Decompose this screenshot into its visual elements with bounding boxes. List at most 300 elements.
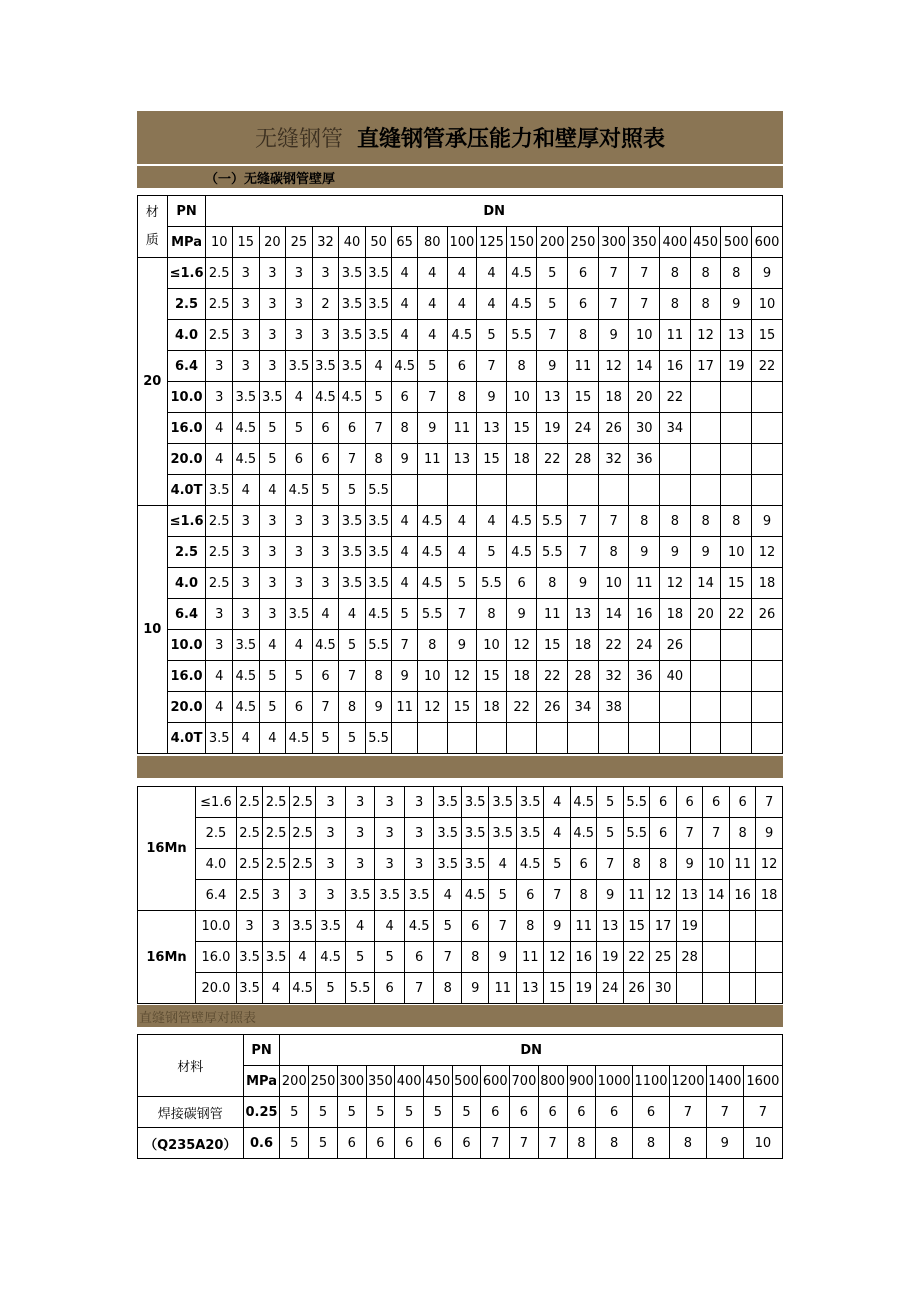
thickness-cell: 3 (316, 880, 346, 911)
thickness-cell: 5 (309, 1097, 338, 1128)
dn-value: 25 (286, 227, 313, 258)
thickness-cell: 4 (289, 942, 315, 973)
thickness-cell (703, 942, 729, 973)
dn-value: 500 (721, 227, 752, 258)
thickness-cell: 3 (375, 818, 405, 849)
thickness-cell: 5 (280, 1128, 309, 1159)
thickness-cell: 5.5 (365, 723, 392, 754)
thickness-cell: 7 (417, 382, 447, 413)
dn-value: 125 (477, 227, 507, 258)
dn-value: 10 (206, 227, 233, 258)
thickness-cell: 3 (345, 787, 375, 818)
dn-value: 450 (423, 1066, 452, 1097)
thickness-cell: 3 (233, 599, 260, 630)
thickness-cell: 3 (312, 537, 339, 568)
thickness-cell: 3.5 (206, 723, 233, 754)
table-row (138, 475, 783, 506)
thickness-cell: 3 (286, 537, 313, 568)
material-header (138, 196, 168, 258)
thickness-cell: 3 (259, 537, 286, 568)
dn-value: 250 (568, 227, 599, 258)
thickness-cell: 6 (286, 444, 313, 475)
thickness-cell: 12 (756, 849, 783, 880)
thickness-cell: 6 (481, 1097, 510, 1128)
thickness-cell: 3 (263, 880, 289, 911)
thickness-cell: 5 (417, 351, 447, 382)
thickness-cell: 3.5 (461, 787, 489, 818)
dn-value: 50 (365, 227, 392, 258)
thickness-cell: 26 (598, 413, 629, 444)
table-row (138, 537, 783, 568)
thickness-cell: 9 (676, 849, 702, 880)
thickness-cell: 5 (309, 1128, 338, 1159)
pn-cell: 20.0 (167, 444, 206, 475)
thickness-cell (703, 911, 729, 942)
thickness-cell: 5 (447, 568, 477, 599)
thickness-cell: 12 (752, 537, 783, 568)
thickness-cell: 4.5 (233, 413, 260, 444)
thickness-cell: 2.5 (206, 568, 233, 599)
thickness-cell: 20 (690, 599, 721, 630)
thickness-cell: 7 (629, 258, 660, 289)
dn-value: 300 (598, 227, 629, 258)
thickness-cell: 5.5 (623, 787, 649, 818)
thickness-cell: 7 (510, 1128, 539, 1159)
thickness-cell: 8 (365, 444, 392, 475)
thickness-cell: 3 (233, 320, 260, 351)
thickness-cell (477, 475, 507, 506)
thickness-cell: 4.5 (417, 537, 447, 568)
thickness-cell: 8 (623, 849, 649, 880)
table-row (138, 630, 783, 661)
dn-value: 1600 (743, 1066, 782, 1097)
thickness-cell: 3.5 (233, 382, 260, 413)
thickness-cell: 4.5 (312, 630, 339, 661)
thickness-cell: 11 (516, 942, 544, 973)
thickness-cell (660, 692, 691, 723)
thickness-cell: 9 (752, 506, 783, 537)
thickness-cell: 4 (447, 258, 477, 289)
thickness-cell: 3.5 (206, 475, 233, 506)
thickness-cell: 12 (506, 630, 537, 661)
thickness-cell: 4.5 (570, 787, 596, 818)
pn-cell: 2.5 (196, 818, 237, 849)
thickness-cell: 3.5 (345, 880, 375, 911)
thickness-cell: 15 (537, 630, 568, 661)
thickness-cell: 10 (743, 1128, 782, 1159)
thickness-cell: 10 (721, 537, 752, 568)
pn-cell: 10.0 (167, 382, 206, 413)
thickness-cell (447, 475, 477, 506)
thickness-cell: 3.5 (434, 849, 462, 880)
thickness-cell: 8 (570, 880, 596, 911)
thickness-cell: 5 (477, 320, 507, 351)
thickness-cell: 18 (506, 661, 537, 692)
thickness-cell: 4.5 (286, 723, 313, 754)
thickness-cell: 28 (568, 444, 599, 475)
thickness-cell (752, 630, 783, 661)
thickness-cell (447, 723, 477, 754)
thickness-cell (721, 475, 752, 506)
thickness-cell: 5 (259, 692, 286, 723)
thickness-cell (417, 475, 447, 506)
thickness-cell: 6 (423, 1128, 452, 1159)
dn-value: 32 (312, 227, 339, 258)
material-cell: 20 (138, 258, 168, 506)
thickness-cell: 3 (263, 911, 289, 942)
thickness-cell: 18 (598, 382, 629, 413)
thickness-cell: 6 (567, 1097, 596, 1128)
thickness-cell: 19 (721, 351, 752, 382)
thickness-cell: 28 (676, 942, 702, 973)
thickness-cell (729, 911, 755, 942)
thickness-cell: 4 (417, 289, 447, 320)
thickness-cell: 6 (516, 880, 544, 911)
thickness-cell: 3.5 (233, 630, 260, 661)
thickness-cell (690, 630, 721, 661)
table-row (138, 506, 783, 537)
dn-value: 1400 (706, 1066, 743, 1097)
pn-cell: 20.0 (167, 692, 206, 723)
thickness-cell: 3 (206, 630, 233, 661)
thickness-cell (629, 723, 660, 754)
thickness-cell: 22 (721, 599, 752, 630)
thickness-cell: 3.5 (375, 880, 405, 911)
thickness-cell: 3 (206, 599, 233, 630)
thickness-cell: 9 (461, 973, 489, 1004)
thickness-cell: 2.5 (206, 506, 233, 537)
thickness-cell: 7 (629, 289, 660, 320)
thickness-cell: 7 (447, 599, 477, 630)
thickness-cell: 8 (598, 537, 629, 568)
title-banner (137, 111, 783, 164)
thickness-cell: 4.5 (233, 661, 260, 692)
thickness-cell: 18 (752, 568, 783, 599)
thickness-cell: 2.5 (236, 849, 262, 880)
seamless-carbon-steel-table (137, 195, 783, 754)
thickness-cell: 13 (516, 973, 544, 1004)
thickness-cell: 4 (392, 320, 418, 351)
thickness-cell: 3.5 (365, 320, 392, 351)
thickness-cell: 5 (339, 475, 366, 506)
thickness-cell: 3.5 (365, 537, 392, 568)
thickness-cell: 3 (312, 568, 339, 599)
thickness-cell: 4 (259, 630, 286, 661)
thickness-cell: 14 (598, 599, 629, 630)
thickness-cell: 8 (568, 320, 599, 351)
thickness-cell: 6 (568, 289, 599, 320)
thickness-cell: 9 (752, 258, 783, 289)
thickness-cell: 19 (597, 942, 623, 973)
thickness-cell: 36 (629, 444, 660, 475)
thickness-cell: 4 (233, 475, 260, 506)
thickness-cell: 3.5 (339, 258, 366, 289)
dn-value: 350 (366, 1066, 395, 1097)
thickness-cell (756, 942, 783, 973)
thickness-cell: 4 (233, 723, 260, 754)
thickness-cell: 22 (537, 661, 568, 692)
thickness-cell: 4 (345, 911, 375, 942)
thickness-cell: 22 (537, 444, 568, 475)
thickness-cell: 15 (477, 661, 507, 692)
thickness-cell: 4.5 (286, 475, 313, 506)
pn-cell: 2.5 (167, 289, 206, 320)
thickness-cell: 15 (477, 444, 507, 475)
thickness-cell: 7 (597, 849, 623, 880)
pn-cell: ≤1.6 (196, 787, 237, 818)
thickness-cell: 24 (568, 413, 599, 444)
dn-value: 40 (339, 227, 366, 258)
thickness-cell (690, 723, 721, 754)
pn-cell: 4.0 (167, 320, 206, 351)
thickness-cell: 4 (259, 723, 286, 754)
pn-cell: 4.0 (196, 849, 237, 880)
thickness-cell: 4 (417, 258, 447, 289)
thickness-cell (756, 911, 783, 942)
thickness-cell (506, 475, 537, 506)
material-header: 材料 (138, 1035, 244, 1097)
thickness-cell: 6 (650, 818, 676, 849)
thickness-cell: 3 (233, 568, 260, 599)
thickness-cell: 3 (259, 320, 286, 351)
thickness-cell: 9 (598, 320, 629, 351)
thickness-cell: 3 (236, 911, 262, 942)
thickness-cell: 8 (567, 1128, 596, 1159)
dn-value: 200 (537, 227, 568, 258)
thickness-cell: 4.5 (417, 568, 447, 599)
thickness-cell: 6 (312, 413, 339, 444)
thickness-cell: 5 (452, 1097, 481, 1128)
thickness-cell: 9 (629, 537, 660, 568)
thickness-cell: 4 (206, 413, 233, 444)
thickness-cell: 4.5 (516, 849, 544, 880)
dn-value: 700 (510, 1066, 539, 1097)
table-row (138, 568, 783, 599)
thickness-cell (721, 444, 752, 475)
thickness-cell: 22 (506, 692, 537, 723)
unit-header: MPa (243, 1066, 280, 1097)
thickness-cell: 8 (477, 599, 507, 630)
thickness-cell: 11 (392, 692, 418, 723)
thickness-cell: 6 (375, 973, 405, 1004)
thickness-cell (721, 413, 752, 444)
thickness-cell: 18 (477, 692, 507, 723)
thickness-cell: 3 (316, 818, 346, 849)
thickness-cell: 4 (365, 351, 392, 382)
thickness-cell: 4 (392, 506, 418, 537)
thickness-cell: 11 (570, 911, 596, 942)
thickness-cell: 3 (259, 289, 286, 320)
dn-value: 600 (752, 227, 783, 258)
thickness-cell: 13 (597, 911, 623, 942)
thickness-cell: 8 (417, 630, 447, 661)
thickness-cell: 7 (568, 506, 599, 537)
thickness-cell: 30 (629, 413, 660, 444)
pn-cell: 10.0 (167, 630, 206, 661)
thickness-cell: 4.5 (339, 382, 366, 413)
pn-cell: ≤1.6 (167, 506, 206, 537)
thickness-cell: 6 (339, 413, 366, 444)
thickness-cell: 5 (259, 413, 286, 444)
thickness-cell: 5 (339, 723, 366, 754)
thickness-cell: 6 (506, 568, 537, 599)
thickness-cell: 3.5 (289, 911, 315, 942)
thickness-cell: 8 (660, 289, 691, 320)
dn-value: 1200 (669, 1066, 706, 1097)
thickness-cell: 10 (629, 320, 660, 351)
thickness-cell: 4 (392, 289, 418, 320)
thickness-cell: 10 (703, 849, 729, 880)
dn-value: 15 (233, 227, 260, 258)
thickness-cell: 3.5 (365, 506, 392, 537)
thickness-cell: 9 (568, 568, 599, 599)
table-row (138, 692, 783, 723)
thickness-cell: 22 (623, 942, 649, 973)
thickness-cell: 3 (259, 599, 286, 630)
thickness-cell: 5 (286, 661, 313, 692)
thickness-cell: 14 (690, 568, 721, 599)
pn-cell: 16.0 (167, 413, 206, 444)
thickness-cell: 15 (447, 692, 477, 723)
material-header-char-1: 材 (145, 204, 159, 220)
subtitle: （一）无缝碳钢管壁厚 (205, 172, 336, 187)
subtitle-banner (137, 166, 783, 188)
thickness-cell: 3.5 (516, 787, 544, 818)
thickness-cell: 4.5 (392, 351, 418, 382)
table-row (138, 351, 783, 382)
thickness-cell: 12 (447, 661, 477, 692)
thickness-cell (506, 723, 537, 754)
thickness-cell: 3.5 (434, 818, 462, 849)
table-row (138, 880, 783, 911)
thickness-cell: 10 (598, 568, 629, 599)
thickness-cell: 4 (392, 258, 418, 289)
thickness-cell: 4 (339, 599, 366, 630)
thickness-cell: 18 (660, 599, 691, 630)
thickness-cell: 9 (706, 1128, 743, 1159)
thickness-cell: 20 (629, 382, 660, 413)
thickness-cell: 26 (537, 692, 568, 723)
thickness-cell: 8 (660, 506, 691, 537)
thickness-cell: 5.5 (623, 818, 649, 849)
thickness-cell: 5 (259, 444, 286, 475)
thickness-cell: 8 (434, 973, 462, 1004)
dn-value: 65 (392, 227, 418, 258)
dn-value: 350 (629, 227, 660, 258)
thickness-cell: 6 (596, 1097, 633, 1128)
dn-value: 20 (259, 227, 286, 258)
thickness-cell: 26 (660, 630, 691, 661)
table-row (138, 911, 783, 942)
thickness-cell: 24 (597, 973, 623, 1004)
thickness-cell: 2.5 (289, 787, 315, 818)
thickness-cell: 5 (434, 911, 462, 942)
thickness-cell (676, 973, 702, 1004)
thickness-cell: 3 (286, 506, 313, 537)
thickness-cell: 5 (286, 413, 313, 444)
thickness-cell: 3.5 (339, 537, 366, 568)
thickness-cell: 9 (417, 413, 447, 444)
thickness-cell: 15 (752, 320, 783, 351)
thickness-cell: 4 (447, 289, 477, 320)
thickness-cell: 5 (339, 630, 366, 661)
thickness-cell (752, 444, 783, 475)
thickness-cell: 6 (312, 444, 339, 475)
thickness-cell: 7 (404, 973, 434, 1004)
thickness-cell: 5 (395, 1097, 424, 1128)
thickness-cell: 4 (477, 258, 507, 289)
thickness-cell: 7 (339, 444, 366, 475)
thickness-cell: 11 (447, 413, 477, 444)
thickness-cell: 3.5 (339, 289, 366, 320)
thickness-cell (703, 973, 729, 1004)
thickness-cell: 15 (544, 973, 570, 1004)
thickness-cell (660, 723, 691, 754)
thickness-cell: 36 (629, 661, 660, 692)
thickness-cell (598, 723, 629, 754)
thickness-cell: 3 (286, 258, 313, 289)
straight-seam-label: 直缝钢管壁厚对照表 (139, 1011, 257, 1026)
thickness-cell: 3.5 (461, 849, 489, 880)
dn-value: 80 (417, 227, 447, 258)
table-row (138, 413, 783, 444)
title-part2: 直缝钢管承压能力和壁厚对照表 (357, 126, 666, 152)
thickness-cell: 6 (286, 692, 313, 723)
thickness-cell: 28 (568, 661, 599, 692)
thickness-cell: 9 (365, 692, 392, 723)
thickness-cell: 8 (447, 382, 477, 413)
thickness-cell: 8 (721, 506, 752, 537)
thickness-cell: 13 (721, 320, 752, 351)
thickness-cell: 3 (259, 258, 286, 289)
thickness-cell: 5 (597, 787, 623, 818)
table-row (138, 849, 783, 880)
title-part1: 无缝钢管 (254, 127, 343, 152)
thickness-cell: 7 (339, 661, 366, 692)
table-row (138, 818, 783, 849)
table-row (138, 1128, 783, 1159)
thickness-cell: 5 (259, 661, 286, 692)
thickness-cell: 32 (598, 661, 629, 692)
thickness-cell: 3.5 (404, 880, 434, 911)
thickness-cell: 4 (447, 537, 477, 568)
thickness-cell: 3 (312, 506, 339, 537)
thickness-cell: 15 (568, 382, 599, 413)
thickness-cell: 6 (404, 942, 434, 973)
thickness-cell: 3 (206, 382, 233, 413)
thickness-cell: 4.5 (506, 537, 537, 568)
thickness-cell: 2.5 (236, 787, 262, 818)
thickness-cell: 5 (316, 973, 346, 1004)
thickness-cell: 19 (570, 973, 596, 1004)
thickness-cell: 4 (447, 506, 477, 537)
thickness-cell: 5 (337, 1097, 366, 1128)
thickness-cell: 3 (286, 289, 313, 320)
thickness-cell: 9 (690, 537, 721, 568)
table-row (138, 320, 783, 351)
pn-cell: 16.0 (167, 661, 206, 692)
thickness-cell: 4 (206, 692, 233, 723)
thickness-cell: 2.5 (236, 880, 262, 911)
dn-value: 1100 (633, 1066, 670, 1097)
thickness-cell: 3.5 (365, 258, 392, 289)
thickness-cell: 3 (375, 787, 405, 818)
thickness-cell: 3.5 (259, 382, 286, 413)
thickness-cell: 5 (392, 599, 418, 630)
pn-header: PN (167, 196, 206, 227)
thickness-cell: 8 (660, 258, 691, 289)
thickness-cell: 13 (676, 880, 702, 911)
